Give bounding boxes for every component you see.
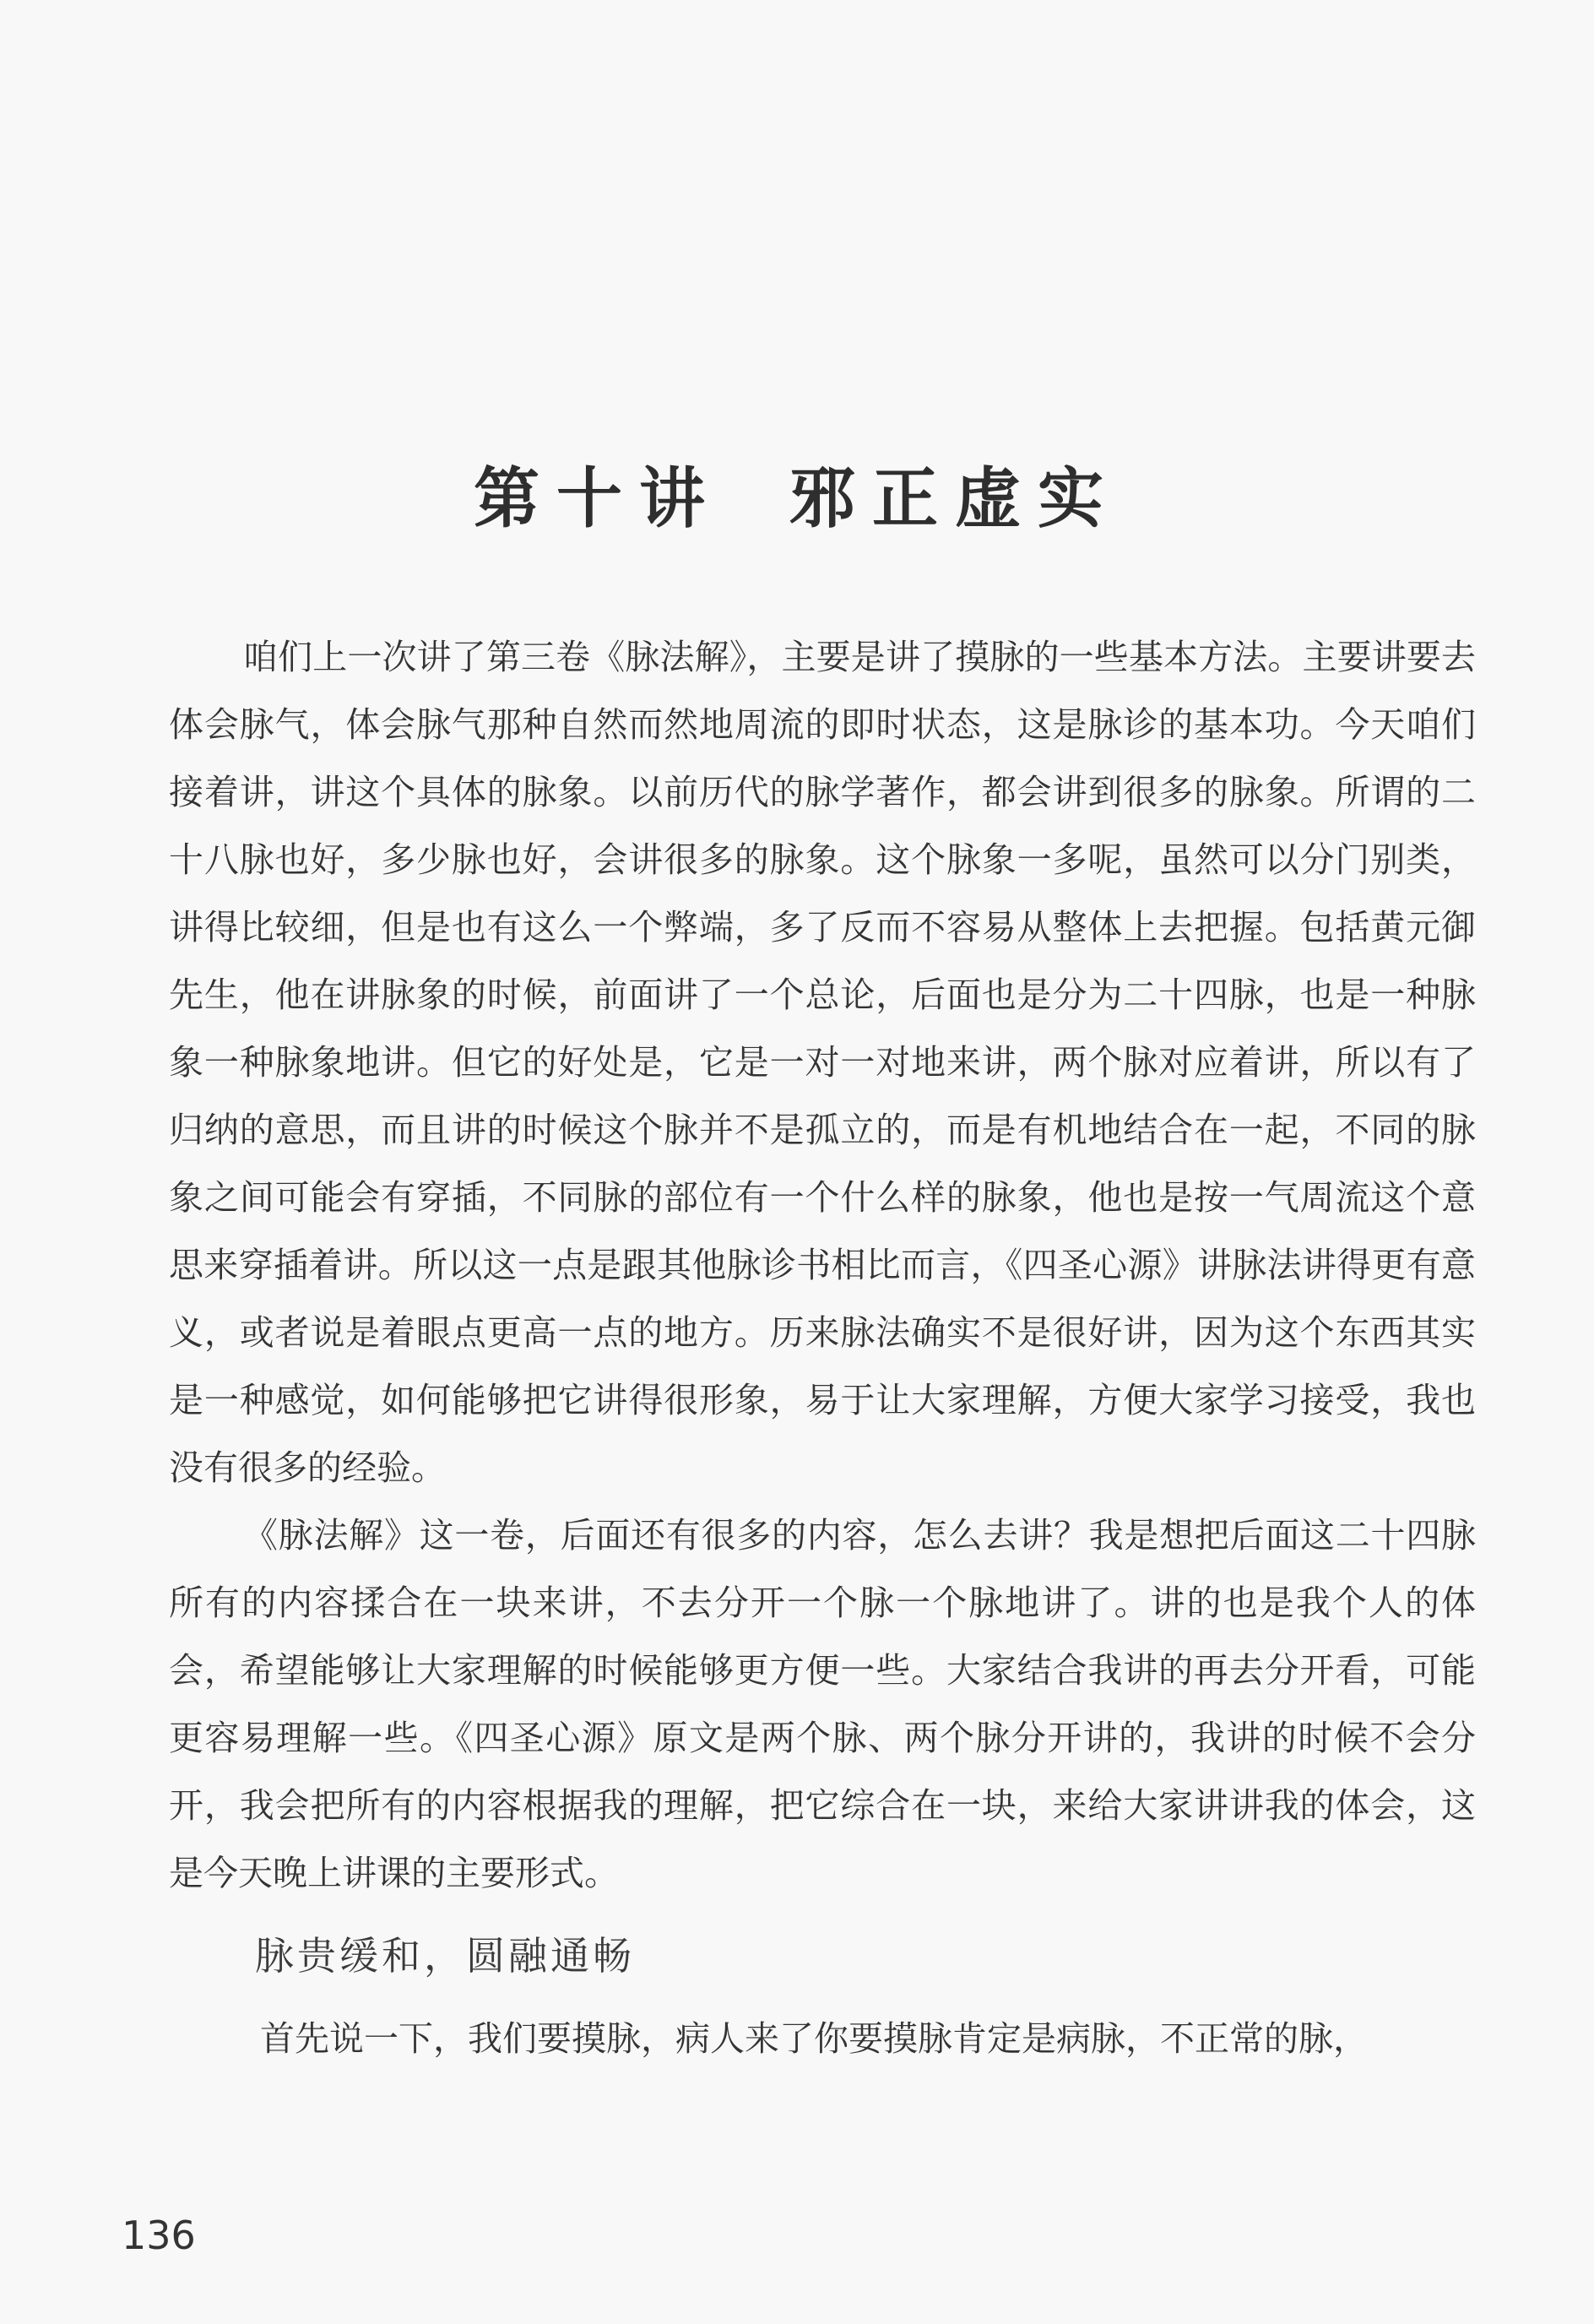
page-number: 136: [122, 2213, 196, 2258]
paragraph-1: 咱们上一次讲了第三卷《脉法解》，主要是讲了摸脉的一些基本方法。主要讲要去体会脉气，体会脉气那种自然而然地周流的即时状态，这是脉诊的基本功。今天咱们接着讲，讲这个具体的脉象。以前历代的脉学著作，都会讲到很多的脉象。所谓的二十八脉也好，多少脉也好，会讲很多的脉象。这个脉象一多呢，虽然可以分门别类，讲得比较细，但是也有这么一个弊端，多了反而不容易从整体上去把握。包括黄元御先生，他在讲脉象的时候，前面讲了一个总论，后面也是分为二十四脉，也是一种脉象一种脉象地讲。但它的好处是，它是一对一对地来讲，两个脉对应着讲，所以有了归纳的意思，而且讲的时候这个脉并不是孤立的，而是有机地结合在一起，不同的脉象之间可能会有穿插，不同脉的部位有一个什么样的脉象，他也是按一气周流这个意思来穿插着讲。所以这一点是跟其他脉诊书相比而言，《四圣心源》讲脉法讲得更有意义，或者说是着眼点更高一点的地方。历来脉法确实不是很好讲，因为这个东西其实是一种感觉，如何能够把它讲得很形象，易于让大家理解，方便大家学习接受，我也没有很多的经验。: [169, 637, 1476, 1488]
paragraph-2: 《脉法解》这一卷，后面还有很多的内容，怎么去讲？我是想把后面这二十四脉所有的内容揉合在一块来讲，不去分开一个脉一个脉地讲了。讲的也是我个人的体会，希望能够让大家理解的时候能够更方便一些。大家结合我讲的再去分开看，可能更容易理解一些。《四圣心源》原文是两个脉、两个脉分开讲的，我讲的时候不会分开，我会把所有的内容根据我的理解，把它综合在一块，来给大家讲讲我的体会，这是今天晚上讲课的主要形式。: [169, 1515, 1476, 1893]
chapter-title: [0, 446, 1594, 540]
body-text: [169, 623, 1476, 2072]
section-paragraph: 首先说一下，我们要摸脉，病人来了你要摸脉肯定是病脉，不正常的脉，: [260, 2018, 1368, 2059]
chapter-name: 邪正虚实: [789, 460, 1121, 537]
chapter-number: 第十讲: [473, 460, 722, 537]
section-heading: 脉贵缓和，圆融通畅: [255, 1933, 635, 1979]
